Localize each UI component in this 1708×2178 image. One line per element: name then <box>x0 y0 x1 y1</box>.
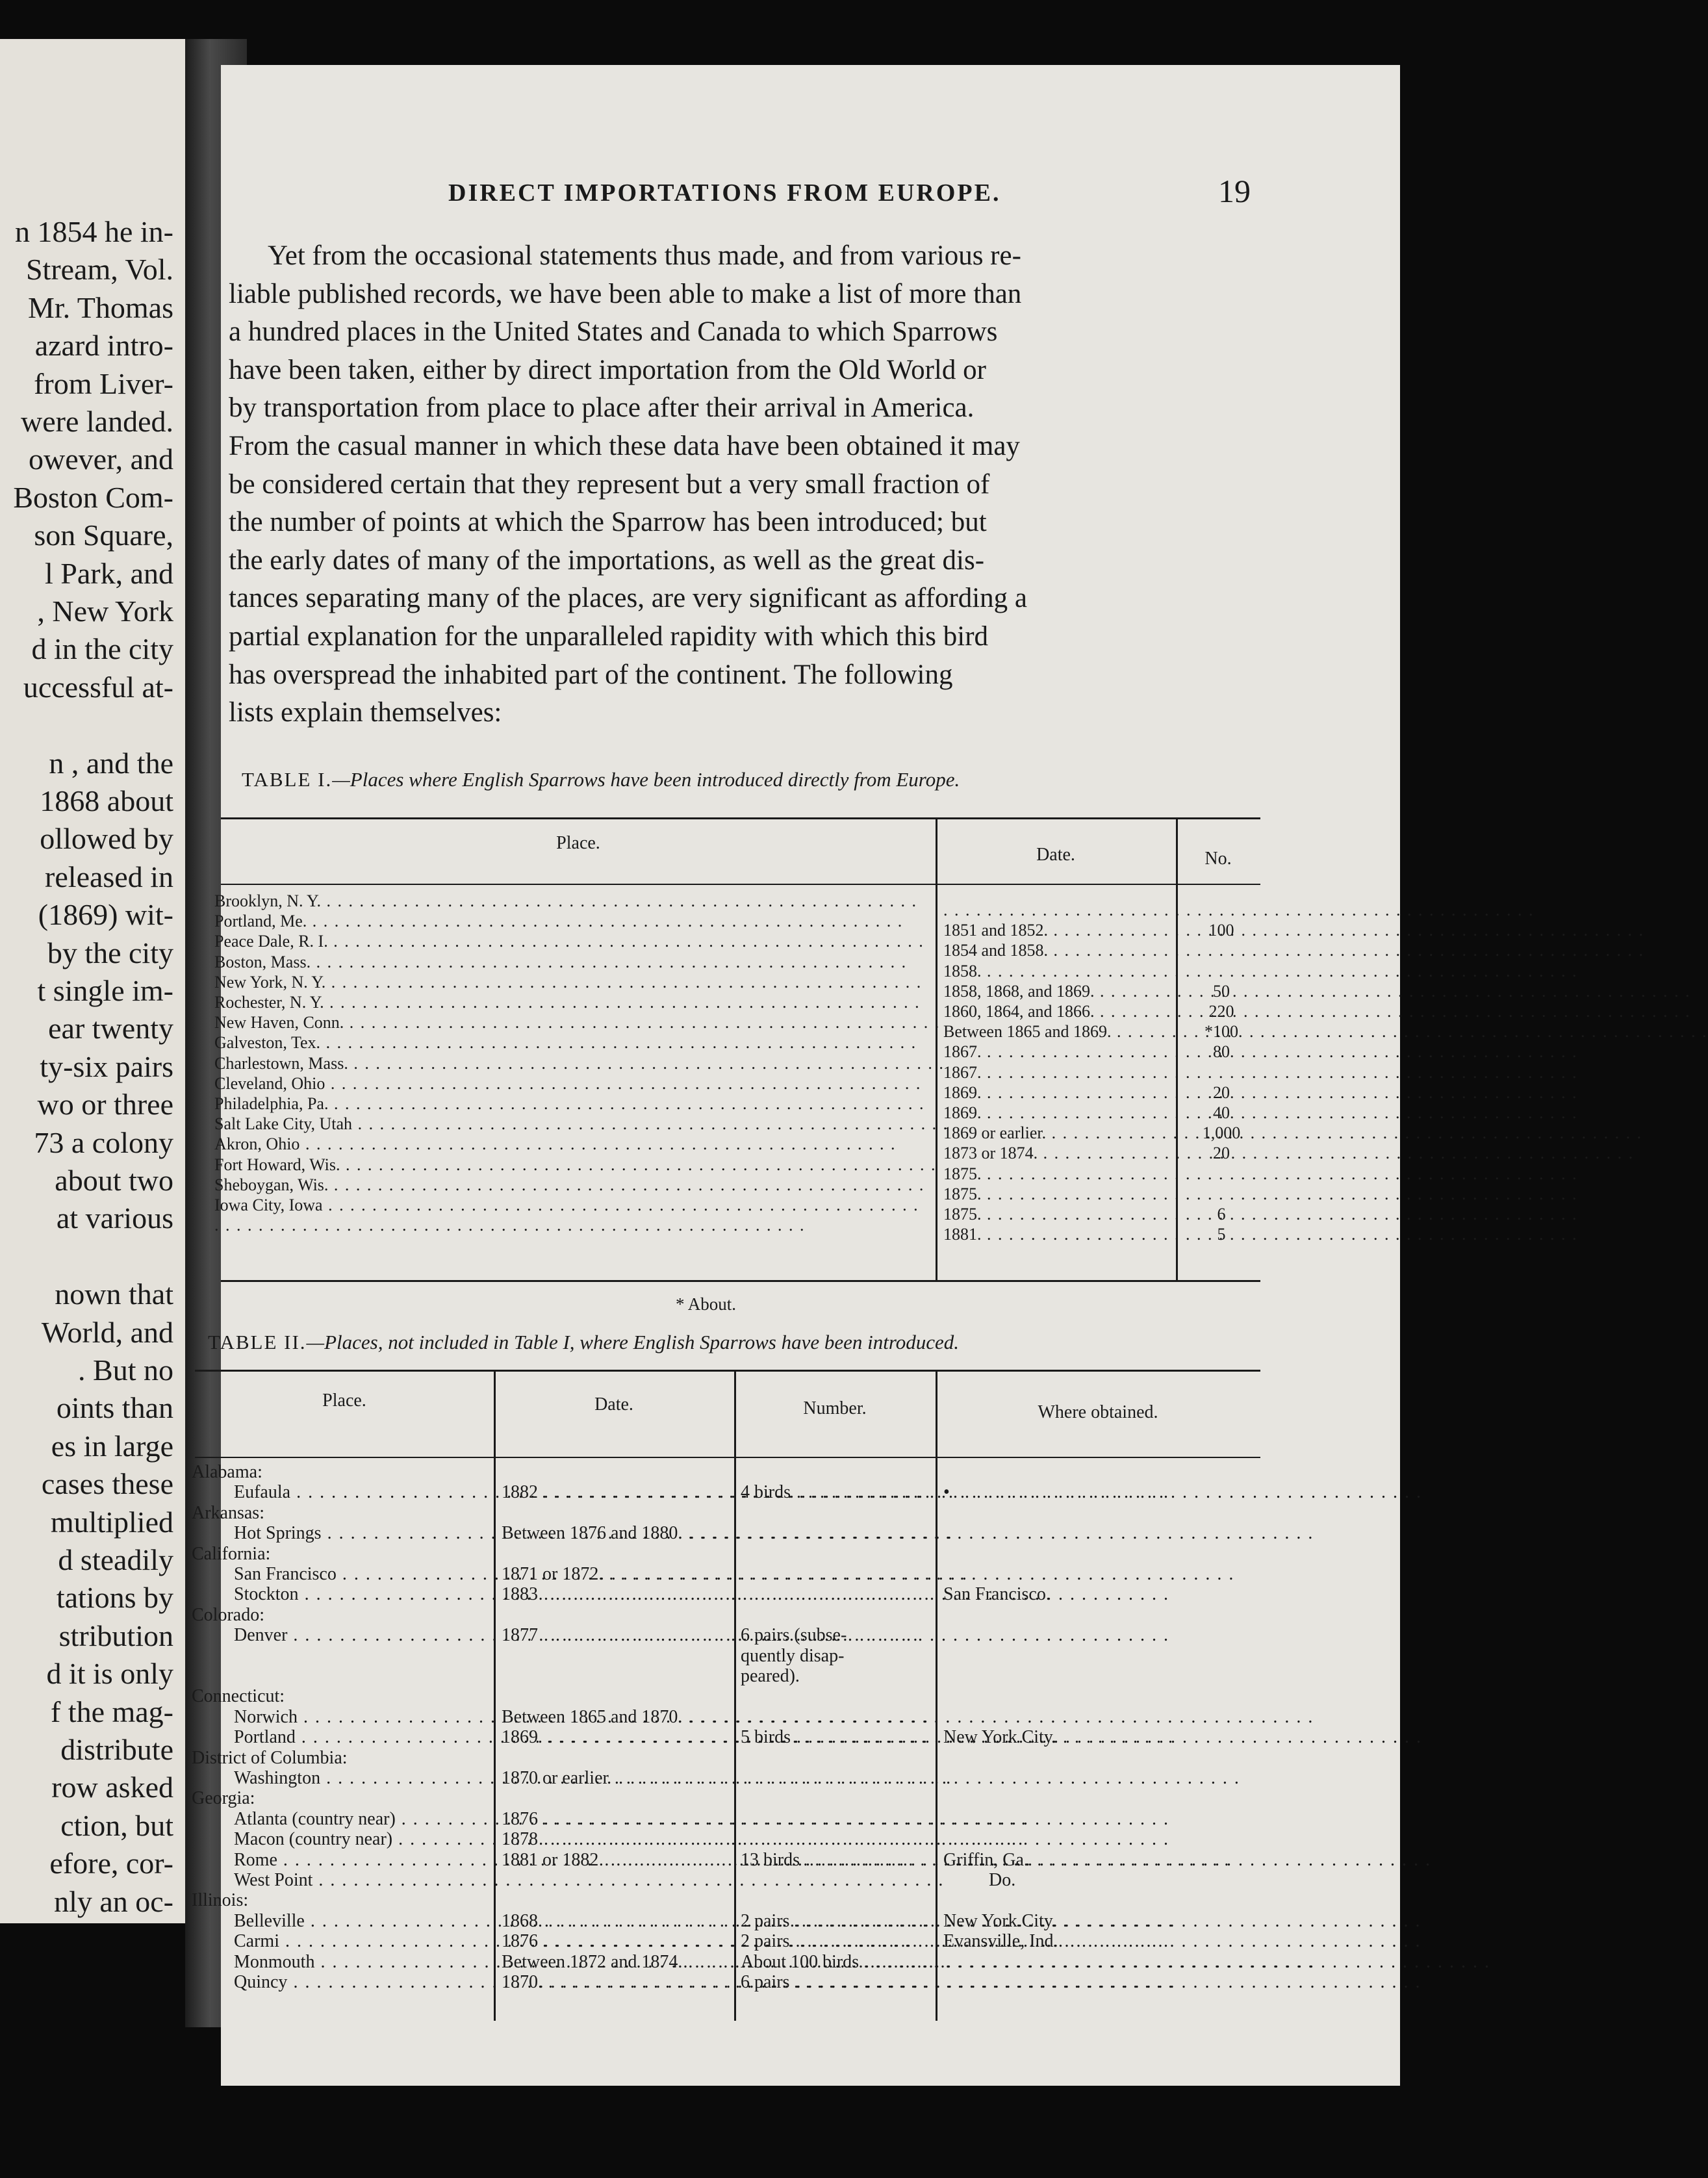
table1-date-cell: 1860, 1864, and 1866. . . . <box>943 1002 1171 1021</box>
table2-number-cell: About 100 birds . . . <box>741 1952 930 1973</box>
table1-caption <box>242 768 960 791</box>
left-page-line: by the city <box>47 936 173 969</box>
table1-count-cell: 40 <box>1213 1103 1230 1122</box>
table1-place-cell: Charlestown, Mass. . . . <box>214 1054 919 1073</box>
table2-where-cell: San Francisco. <box>943 1584 1051 1605</box>
table1-place-cell: Fort Howard, Wis. . . . <box>214 1155 919 1175</box>
table1-place-cell: Sheboygan, Wis. . . . <box>214 1175 919 1195</box>
table2-date-cell: Between 1865 and 1870. . . . <box>502 1707 729 1728</box>
left-page-line: l Park, and <box>44 556 173 590</box>
table2-place-cell: Norwich . . . <box>234 1707 487 1728</box>
table2-place-cell: Connecticut: <box>192 1686 285 1707</box>
table1-date-cell: 1851 and 1852. . . . <box>943 921 1171 940</box>
table1-date-cell: 1869. . . . <box>943 1083 1171 1103</box>
left-page-line: ction, but <box>60 1808 173 1842</box>
body-paragraph <box>229 237 1255 732</box>
table2-date-cell: 1876 . . . <box>502 1809 729 1830</box>
left-page-line: tations by <box>56 1581 173 1615</box>
table1-place-cell: New York, N. Y. . . . <box>214 973 919 992</box>
table2-place-cell: Stockton . . . <box>234 1584 487 1605</box>
table2-place-cell: Washington . . . <box>234 1768 487 1789</box>
table2-place-cell: Quincy . . . <box>234 1972 487 1993</box>
table1-place-cell: Akron, Ohio . . . <box>214 1134 919 1154</box>
table2-number-cell: 5 birds . . . <box>741 1727 930 1748</box>
table2-date-cell: 1870 or earlier . . . <box>502 1768 729 1789</box>
paragraph-line: has overspread the inhabited part of the continent. The following <box>229 659 953 690</box>
book-page <box>192 65 1400 2086</box>
table1-place-cell: Rochester, N. Y. . . . <box>214 993 919 1012</box>
table2-label: TABLE II. <box>208 1331 307 1353</box>
table2-where-cell: Evansville, Ind. <box>943 1931 1058 1952</box>
paragraph-line: the number of points at which the Sparrow has been introduced; but <box>229 507 987 538</box>
left-page-line: ollowed by <box>40 822 173 856</box>
table2-place-cell: Portland . . . <box>234 1727 487 1748</box>
table2-header-number: Number. <box>803 1398 867 1418</box>
table2-place-cell: San Francisco . . . <box>234 1564 487 1585</box>
left-page-line: about two <box>55 1164 173 1197</box>
table1-title: —Places where English Sparrows have been introduced directly from Europe. <box>332 768 960 791</box>
left-page-line: World, and <box>41 1315 173 1349</box>
left-page-line: Mr. Thomas <box>27 290 173 324</box>
paragraph-line: liable published records, we have been able to make a list of more than <box>229 278 1022 309</box>
table1-place-cell: Cleveland, Ohio . . . <box>214 1074 919 1094</box>
table2-number-cell: 6 pairs (subse- <box>741 1625 847 1646</box>
left-page-line: ear twenty <box>48 1012 173 1045</box>
left-page-line: son Square, <box>34 519 173 552</box>
left-page-line: azard intro- <box>34 329 173 363</box>
table1-date-cell: 1858, 1868, and 1869. . . . <box>943 982 1171 1001</box>
table1-place-cell: Peace Dale, R. I. . . . <box>214 932 919 951</box>
left-page-line: uccessful at- <box>23 670 173 704</box>
table2-date-cell: 1876 . . . <box>502 1931 729 1952</box>
left-page-line: row asked <box>51 1771 173 1804</box>
table2-where-cell: Griffin, Ga. <box>943 1849 1028 1870</box>
left-page-line: distribute <box>60 1733 173 1766</box>
table2-date-cell: Between 1876 and 1880. . . . <box>502 1523 729 1544</box>
left-page-line: ty-six pairs <box>40 1049 173 1083</box>
left-page-line: at various <box>56 1201 173 1235</box>
table1-footnote: * About. <box>676 1294 737 1314</box>
table1-header-date: Date. <box>1036 845 1075 865</box>
table1-date-cell: 1875. . . . <box>943 1185 1171 1204</box>
table2-place-cell: Macon (country near) . . . <box>234 1829 487 1850</box>
table1-top-rule <box>221 817 1260 819</box>
table1-date-cell: 1869. . . . <box>943 1103 1171 1123</box>
table2-place-cell: West Point . . . <box>234 1870 487 1891</box>
left-page-line: were landed. <box>21 405 173 438</box>
table2-number-cell: quently disap- <box>741 1645 845 1666</box>
table2-place-cell: Monmouth . . . <box>234 1952 487 1973</box>
table2-place-cell: Denver . . . <box>234 1625 487 1646</box>
table2-number-cell: 2 pairs . . . <box>741 1911 930 1932</box>
left-page-line: Stream, Vol. <box>25 253 173 287</box>
table2-place-cell: Rome . . . <box>234 1850 487 1871</box>
table2-where-cell: New York City. <box>943 1910 1056 1931</box>
table2-where-cell: Do. <box>989 1870 1016 1890</box>
table2-number-cell: 4 birds . . . <box>741 1482 930 1503</box>
left-page-line: t single im- <box>37 974 173 1007</box>
table1-place-cell: Salt Lake City, Utah . . . <box>214 1114 919 1134</box>
left-page-line: nly an oc- <box>54 1884 173 1918</box>
table1-date-cell: 1873 or 1874. . . . <box>943 1144 1171 1163</box>
left-page-line: stribution <box>58 1619 173 1652</box>
table2-header-place: Place. <box>322 1390 366 1411</box>
table2-where-cell: New York City. <box>943 1727 1056 1748</box>
table2-number-cell: peared). <box>741 1666 800 1686</box>
left-page-line: nown that <box>55 1277 173 1311</box>
paragraph-line: be considered certain that they represent but a very small fraction of <box>229 468 990 500</box>
table1-count-cell: *100 <box>1205 1022 1238 1042</box>
table2-header-date: Date. <box>594 1394 633 1415</box>
left-page-line: 1868 about <box>40 784 173 817</box>
paragraph-line: by transportation from place to place after their arrival in America. <box>229 392 975 424</box>
table1-place-cell <box>214 1216 919 1235</box>
table1-place-cell: Galveston, Tex. . . . <box>214 1033 919 1053</box>
table1-date-cell <box>943 901 1171 920</box>
left-page-line: from Liver- <box>34 366 173 400</box>
paragraph-line: tances separating many of the places, are very significant as affording a <box>229 583 1027 614</box>
left-facing-page <box>0 39 185 1923</box>
table2-date-cell: 1870. . . . <box>502 1972 729 1993</box>
left-page-line: n , and the <box>49 746 173 780</box>
paragraph-line: lists explain themselves: <box>229 697 502 728</box>
left-page-line: , New York <box>37 595 173 628</box>
left-page-line: n 1854 he in- <box>14 215 173 248</box>
left-page-line: es in large <box>51 1429 173 1463</box>
table2-header-where: Where obtained. <box>1038 1402 1158 1422</box>
left-page-line: oints than <box>56 1391 173 1425</box>
table1-date-cell: Between 1865 and 1869. . . . <box>943 1022 1171 1042</box>
left-page-line: d it is only <box>46 1657 173 1691</box>
table2-number-cell: 6 pairs . . . <box>741 1972 930 1993</box>
table1-header-no: No. <box>1205 849 1232 869</box>
table1-date-cell: 1875. . . . <box>943 1164 1171 1184</box>
table1-count-cell: 220 <box>1208 1002 1234 1021</box>
table1-count-cell: 50 <box>1213 981 1230 1001</box>
table1-date-cell: 1867. . . . <box>943 1042 1171 1062</box>
running-head: DIRECT IMPORTATIONS FROM EUROPE. <box>448 179 1001 207</box>
table1-count-cell: 1,000 <box>1202 1123 1241 1143</box>
table2-place-cell: Georgia: <box>192 1788 255 1809</box>
left-page-line: d steadily <box>58 1543 173 1576</box>
table2-date-cell: Between 1872 and 1874. . . . <box>502 1952 729 1973</box>
table2-place-cell: Arkansas: <box>192 1502 264 1523</box>
table1-place-cell: Philadelphia, Pa. . . . <box>214 1094 919 1114</box>
table2-place-cell: Belleville . . . <box>234 1911 487 1932</box>
table2-date-cell: 1871 or 1872. . . . <box>502 1564 729 1585</box>
table2-date-cell: 1878 . . . <box>502 1829 729 1850</box>
table2-date-cell: 1882 . . . <box>502 1482 729 1503</box>
table2-place-cell: Carmi . . . <box>234 1931 487 1952</box>
table2-title: —Places, not included in Table I, where English Sparrows have been introduced. <box>306 1331 960 1353</box>
table2-date-cell: 1881 or 1882 . . . <box>502 1850 729 1871</box>
table1-header-rule <box>221 884 1260 885</box>
paragraph-line: the early dates of many of the importations, as well as the great dis- <box>229 544 985 576</box>
left-page-line: released in <box>45 860 173 893</box>
table2-number-cell: 13 birds . . . <box>741 1850 930 1871</box>
left-page-line: d in the city <box>31 632 173 666</box>
table2-date-cell: 1869. . . . <box>502 1727 729 1748</box>
left-page-line: owever, and <box>29 442 173 476</box>
table2-place-cell: Hot Springs . . . <box>234 1523 487 1544</box>
table1-place-cell: Boston, Mass. . . . <box>214 953 919 972</box>
table1-count-cell: 6 <box>1217 1205 1226 1224</box>
left-page-line: f the mag- <box>50 1695 173 1728</box>
table1-place-cell: New Haven, Conn. . . . <box>214 1013 919 1032</box>
table1-header-place: Place. <box>556 833 600 853</box>
table1-count-cell: 20 <box>1213 1083 1230 1102</box>
left-page-line: wo or three <box>37 1088 173 1121</box>
table2-place-cell: District of Columbia: <box>192 1747 348 1768</box>
table2-date-cell: 1883 . . . <box>502 1584 729 1605</box>
table2-date-cell: 1868. . . . <box>502 1911 729 1932</box>
paragraph-line: a hundred places in the United States and Canada to which Sparrows <box>229 316 998 348</box>
table2-header-rule <box>195 1457 1260 1458</box>
left-page-line: 73 a colony <box>34 1125 173 1159</box>
left-page-line: (1869) wit- <box>38 898 173 932</box>
table2-place-cell: Illinois: <box>192 1890 249 1911</box>
paragraph-line: partial explanation for the unparalleled rapidity with which this bird <box>229 621 989 652</box>
table1-col-divider <box>936 819 937 1280</box>
left-page-line: . But no <box>78 1353 173 1387</box>
table1-count-cell: 20 <box>1213 1144 1230 1163</box>
page-number: 19 <box>1218 173 1251 209</box>
table1-date-cell: 1881. . . . <box>943 1225 1171 1244</box>
table1-date-cell: 1854 and 1858. . . . <box>943 941 1171 960</box>
table2-place-cell: Atlanta (country near) . . . <box>234 1809 487 1830</box>
table1-date-cell: 1867. . . . <box>943 1063 1171 1083</box>
table1-place-cell: Brooklyn, N. Y. . . . <box>214 891 919 911</box>
table1-label: TABLE I. <box>242 768 333 791</box>
table1-count-cell: 5 <box>1217 1225 1226 1244</box>
paragraph-line: From the casual manner in which these data have been obtained it may <box>229 430 1020 461</box>
left-page-line: efore, cor- <box>49 1847 173 1880</box>
table2-caption <box>208 1331 959 1354</box>
table2-number-cell: 2 pairs . . . <box>741 1931 930 1952</box>
table1-bottom-rule <box>221 1280 1260 1282</box>
table2-place-cell: Eufaula . . . <box>234 1482 487 1503</box>
table2-top-rule <box>195 1370 1260 1372</box>
paragraph-line: Yet from the occasional statements thus made, and from various re- <box>268 240 1021 271</box>
table1-count-cell: 80 <box>1213 1042 1230 1062</box>
left-page-line: Boston Com- <box>13 480 173 514</box>
table1-place-cell: Portland, Me. . . . <box>214 912 919 931</box>
table1-place-cell: Iowa City, Iowa . . . <box>214 1196 919 1215</box>
table2-place-cell: Alabama: <box>192 1462 262 1482</box>
table2-date-cell: 1877 . . . <box>502 1625 729 1646</box>
table1-date-cell: 1858. . . . <box>943 962 1171 981</box>
table1-date-cell: 1875. . . . <box>943 1205 1171 1224</box>
left-page-line: cases these <box>41 1467 173 1501</box>
left-page-line: multiplied <box>50 1505 173 1539</box>
table1-count-cell: 100 <box>1208 921 1234 940</box>
table2-place-cell: California: <box>192 1543 271 1564</box>
paragraph-line: have been taken, either by direct importation from the Old World or <box>229 354 986 385</box>
table2-where-cell: • <box>943 1482 950 1503</box>
table2-place-cell: Colorado: <box>192 1604 264 1625</box>
table1-date-cell: 1869 or earlier. . . . <box>943 1123 1171 1143</box>
